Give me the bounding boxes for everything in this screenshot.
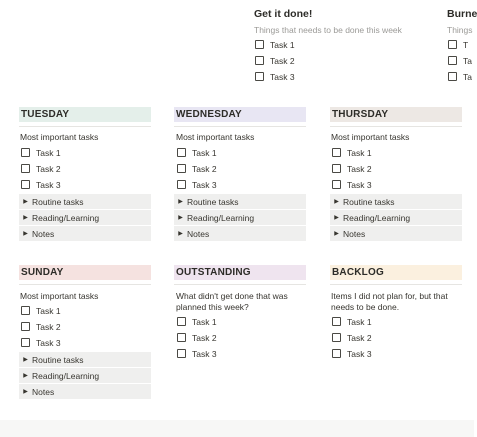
todo-label: Task 2: [347, 332, 372, 343]
todo-item[interactable]: [255, 54, 295, 67]
todo-label: Task 1: [192, 147, 217, 158]
todo-label: T: [463, 39, 469, 50]
section-label: Most important tasks: [331, 132, 410, 142]
todo-item[interactable]: [332, 146, 372, 159]
toggle-triangle-icon[interactable]: ▶: [178, 215, 183, 221]
checkbox-icon[interactable]: [177, 148, 186, 157]
todo-label: Task 3: [192, 348, 217, 359]
todo-item[interactable]: [332, 315, 372, 328]
section-label: needs to be done.: [331, 302, 400, 312]
checkbox-icon[interactable]: [332, 333, 341, 342]
todo-item[interactable]: [332, 178, 372, 191]
toggle-reading-learning[interactable]: [174, 210, 306, 225]
todo-item[interactable]: [21, 336, 61, 349]
checkbox-icon[interactable]: [332, 349, 341, 358]
section-header-backlog: BACKLOG: [330, 265, 462, 280]
todo-item[interactable]: [21, 178, 61, 191]
day-header-thursday: THURSDAY: [330, 107, 462, 122]
burnout-title: Burne: [447, 8, 477, 20]
todo-label: Ta: [463, 55, 472, 66]
checkbox-icon[interactable]: [21, 338, 30, 347]
todo-item[interactable]: [177, 146, 217, 159]
todo-item[interactable]: [21, 162, 61, 175]
toggle-label: Reading/Learning: [343, 212, 411, 223]
toggle-triangle-icon[interactable]: ▶: [23, 357, 28, 363]
todo-label: Task 1: [347, 316, 372, 327]
toggle-triangle-icon[interactable]: ▶: [23, 231, 28, 237]
todo-item[interactable]: [448, 70, 472, 83]
toggle-triangle-icon[interactable]: ▶: [23, 389, 28, 395]
divider: [174, 126, 306, 127]
day-header-wednesday: WEDNESDAY: [174, 107, 306, 122]
section-label: planned this week?: [176, 302, 249, 312]
todo-item[interactable]: [332, 331, 372, 344]
toggle-label: Routine tasks: [343, 196, 395, 207]
toggle-notes[interactable]: [174, 226, 306, 241]
todo-item[interactable]: [332, 162, 372, 175]
toggle-label: Reading/Learning: [32, 370, 100, 381]
todo-label: Task 2: [192, 163, 217, 174]
checkbox-icon[interactable]: [448, 56, 457, 65]
toggle-label: Routine tasks: [187, 196, 239, 207]
todo-label: Task 1: [36, 305, 61, 316]
day-header-sunday: SUNDAY: [19, 265, 151, 280]
todo-item[interactable]: [21, 146, 61, 159]
todo-label: Task 3: [347, 179, 372, 190]
todo-item[interactable]: [21, 304, 61, 317]
checkbox-icon[interactable]: [21, 148, 30, 157]
section-header-outstanding: OUTSTANDING: [174, 265, 306, 280]
toggle-routine-tasks[interactable]: [19, 352, 151, 367]
toggle-reading-learning[interactable]: [19, 210, 151, 225]
todo-label: Task 3: [36, 337, 61, 348]
todo-label: Task 3: [347, 348, 372, 359]
toggle-notes[interactable]: [19, 226, 151, 241]
todo-label: Task 3: [192, 179, 217, 190]
divider: [330, 126, 462, 127]
get-it-done-title: Get it done!: [254, 8, 313, 20]
checkbox-icon[interactable]: [448, 72, 457, 81]
checkbox-icon[interactable]: [332, 317, 341, 326]
divider: [19, 126, 151, 127]
divider: [174, 284, 306, 285]
todo-label: Task 1: [192, 316, 217, 327]
section-label: What didn't get done that was: [176, 291, 288, 301]
todo-item[interactable]: [332, 347, 372, 360]
todo-item[interactable]: [448, 54, 472, 67]
toggle-routine-tasks[interactable]: [330, 194, 462, 209]
checkbox-icon[interactable]: [332, 148, 341, 157]
toggle-label: Notes: [32, 228, 55, 239]
toggle-label: Notes: [187, 228, 210, 239]
toggle-triangle-icon[interactable]: ▶: [334, 199, 339, 205]
toggle-triangle-icon[interactable]: ▶: [334, 231, 339, 237]
todo-label: Task 2: [192, 332, 217, 343]
todo-label: Task 2: [36, 321, 61, 332]
todo-label: Ta: [463, 71, 472, 82]
toggle-triangle-icon[interactable]: ▶: [178, 231, 183, 237]
checkbox-icon[interactable]: [255, 56, 264, 65]
toggle-label: Reading/Learning: [32, 212, 100, 223]
toggle-label: Reading/Learning: [187, 212, 255, 223]
checkbox-icon[interactable]: [21, 306, 30, 315]
toggle-reading-learning[interactable]: [330, 210, 462, 225]
todo-item[interactable]: [177, 162, 217, 175]
todo-label: Task 2: [347, 163, 372, 174]
toggle-triangle-icon[interactable]: ▶: [334, 215, 339, 221]
section-label: Items I did not plan for, but that: [331, 291, 448, 301]
checkbox-icon[interactable]: [21, 322, 30, 331]
toggle-triangle-icon[interactable]: ▶: [23, 373, 28, 379]
toggle-notes[interactable]: [330, 226, 462, 241]
toggle-routine-tasks[interactable]: [174, 194, 306, 209]
todo-label: Task 1: [270, 39, 295, 50]
toggle-label: Routine tasks: [32, 354, 84, 365]
checkbox-icon[interactable]: [255, 40, 264, 49]
section-label: Most important tasks: [20, 132, 99, 142]
toggle-routine-tasks[interactable]: [19, 194, 151, 209]
checkbox-icon[interactable]: [332, 180, 341, 189]
toggle-triangle-icon[interactable]: ▶: [23, 215, 28, 221]
checkbox-icon[interactable]: [177, 349, 186, 358]
todo-label: Task 3: [270, 71, 295, 82]
section-label: Most important tasks: [20, 291, 99, 301]
checkbox-icon[interactable]: [21, 164, 30, 173]
todo-label: Task 2: [36, 163, 61, 174]
toggle-notes[interactable]: [19, 384, 151, 399]
day-header-tuesday: TUESDAY: [19, 107, 151, 122]
toggle-reading-learning[interactable]: [19, 368, 151, 383]
toggle-triangle-icon[interactable]: ▶: [178, 199, 183, 205]
checkbox-icon[interactable]: [177, 180, 186, 189]
divider: [19, 284, 151, 285]
toggle-label: Routine tasks: [32, 196, 84, 207]
todo-label: Task 3: [36, 179, 61, 190]
toggle-label: Notes: [32, 386, 55, 397]
checkbox-icon[interactable]: [21, 180, 30, 189]
toggle-label: Notes: [343, 228, 366, 239]
checkbox-icon[interactable]: [255, 72, 264, 81]
checkbox-icon[interactable]: [177, 164, 186, 173]
todo-item[interactable]: [177, 315, 217, 328]
todo-item[interactable]: [448, 38, 468, 51]
checkbox-icon[interactable]: [448, 40, 457, 49]
todo-item[interactable]: [177, 178, 217, 191]
checkbox-icon[interactable]: [332, 164, 341, 173]
page-footer-strip: [0, 420, 474, 437]
todo-label: Task 1: [36, 147, 61, 158]
todo-item[interactable]: [255, 70, 295, 83]
get-it-done-subtitle: Things that needs to be done this week: [254, 25, 402, 35]
todo-item[interactable]: [21, 320, 61, 333]
todo-label: Task 1: [347, 147, 372, 158]
todo-item[interactable]: [255, 38, 295, 51]
divider: [330, 284, 462, 285]
toggle-triangle-icon[interactable]: ▶: [23, 199, 28, 205]
todo-item[interactable]: [177, 347, 217, 360]
burnout-subtitle: Things: [447, 25, 473, 35]
section-label: Most important tasks: [176, 132, 255, 142]
todo-item[interactable]: [177, 331, 217, 344]
todo-label: Task 2: [270, 55, 295, 66]
checkbox-icon[interactable]: [177, 333, 186, 342]
checkbox-icon[interactable]: [177, 317, 186, 326]
